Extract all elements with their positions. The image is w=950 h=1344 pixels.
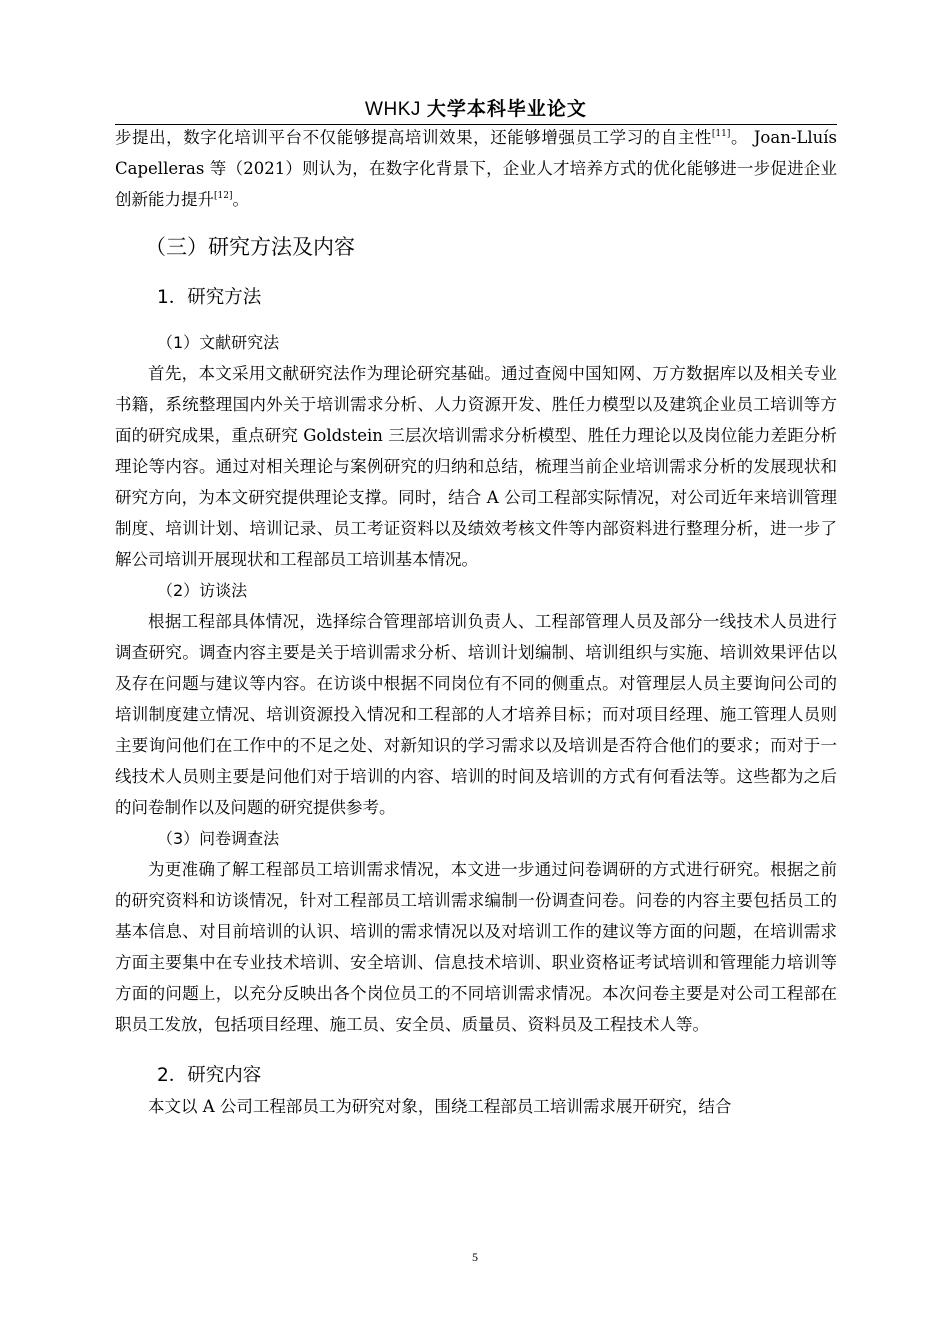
method-questionnaire-paragraph: 为更准确了解工程部员工培训需求情况，本文进一步通过问卷调研的方式进行研究。根据之前的研究资料和访谈情况，针对工程部员工培训需求编制一份调查问卷。问卷的内容主要包括员工的基本信息、对目前培训的认识、培训的需求情况以及对培训工作的建议等方面的问题，在培训需求方面主要集中在专业技术培训、安全培训、信息技术培训、职业资格证考试培训和管理能力培训等方面的问题上，以充分反映出各个岗位员工的不同培训需求情况。本次问卷主要是对公司工程部在职员工发放，包括项目经理、施工员、安全员、质量员、资料员及工程技术人等。 bbox=[115, 860, 837, 1034]
content-paragraph: 本文以 A 公司工程部员工为研究对象，围绕工程部员工培训需求展开研究，结合 bbox=[148, 1097, 732, 1116]
page-header bbox=[115, 94, 837, 125]
intro-line1-end: 。 bbox=[730, 128, 748, 147]
section-title: （三）研究方法及内容 bbox=[145, 235, 355, 259]
intro-line1: 步提出，数字化培训平台不仅能够提高培训效果，还能够增强员工学习的自主性 bbox=[115, 128, 712, 147]
header-title: 大学本科毕业论文 bbox=[426, 98, 587, 120]
citation-11: [11] bbox=[711, 129, 731, 139]
subsection-content-title: 2．研究内容 bbox=[157, 1065, 262, 1086]
intro-line2-end: 。 bbox=[232, 190, 249, 209]
intro-line2: Joan-Lluís Capelleras 等（2021）则认为，在数字化背景下，企业人才培养方式的优化能够进一步促进企业创新能力提升 bbox=[115, 128, 838, 209]
method-literature-paragraph: 首先，本文采用文献研究法作为理论研究基础。通过查阅中国知网、万方数据库以及相关专业书籍，系统整理国内外关于培训需求分析、人力资源开发、胜任力模型以及建筑企业员工培训等方面的研究成果，重点研究 Goldstein 三层次培训需求分析模型、胜任力理论以及岗位能力差距分析理论等内容。通过对相关理论与案例研究的归纳和总结，梳理当前企业培训需求分析的发展现状和研究方向，为本文研究提供理论支撑。同时，结合 A 公司工程部实际情况，对公司近年来培训管理制度、培训计划、培训记录、员工考证资料以及绩效考核文件等内部资料进行整理分析，进一步了解公司培训开展现状和工程部员工培训基本情况。 bbox=[115, 364, 837, 569]
citation-12: [12] bbox=[214, 191, 233, 201]
intro-paragraph bbox=[115, 122, 837, 215]
method-literature-title: （1）文献研究法 bbox=[157, 333, 280, 352]
page-body bbox=[115, 122, 837, 1122]
method-questionnaire-title: （3）问卷调查法 bbox=[157, 829, 280, 848]
header-code: WHKJ bbox=[365, 99, 421, 120]
page-number: 5 bbox=[472, 1250, 478, 1264]
method-interview-title: （2）访谈法 bbox=[157, 581, 248, 600]
subsection-methods-title: 1．研究方法 bbox=[157, 287, 262, 308]
method-interview-paragraph: 根据工程部具体情况，选择综合管理部培训负责人、工程部管理人员及部分一线技术人员进行调查研究。调查内容主要是关于培训需求分析、培训计划编制、培训组织与实施、培训效果评估以及存在问题与建议等内容。在访谈中根据不同岗位有不同的侧重点。对管理层人员主要询问公司的培训制度建立情况、培训资源投入情况和工程部的人才培养目标；而对项目经理、施工管理人员则主要询问他们在工作中的不足之处、对新知识的学习需求以及培训是否符合他们的要求；而对于一线技术人员则主要是问他们对于培训的内容、培训的时间及培训的方式有何看法等。这些都为之后的问卷制作以及问题的研究提供参考。 bbox=[115, 612, 837, 817]
